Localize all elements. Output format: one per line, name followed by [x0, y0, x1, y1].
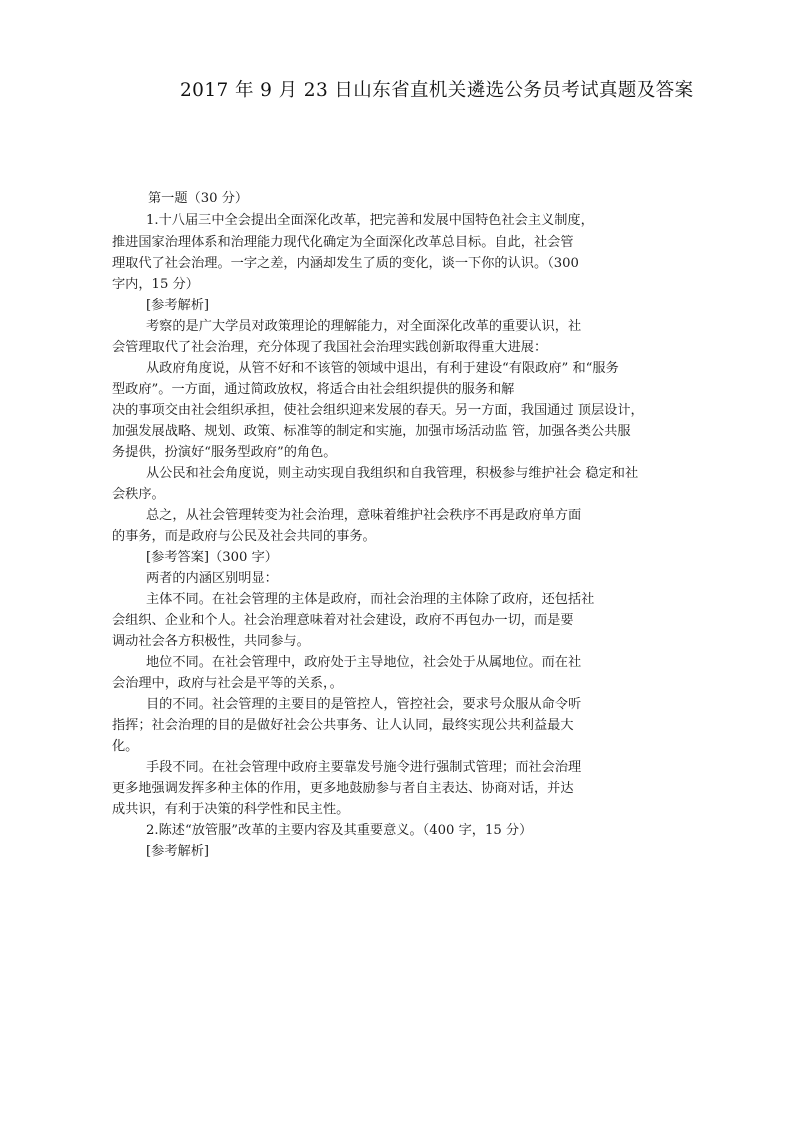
paragraph-line: 更多地强调发挥多种主体的作用，更多地鼓励参与者自主表达、协商对话，并达	[112, 781, 574, 796]
paragraph-line: 考察的是广大学员对政策理论的理解能力，对全面深化改革的重要认识，社	[146, 319, 582, 334]
paragraph-line: 从公民和社会角度说，则主动实现自我组织和自我管理，积极参与维护社会 稳定和社	[146, 466, 639, 481]
paragraph-line: 加强发展战略、规划、政策、标准等的制定和实施，加强市场活动监 管，加强各类公共服	[112, 424, 631, 439]
paragraph-line: 会组织、企业和个人。社会治理意味着对社会建设，政府不再包办一切，而是要	[112, 613, 574, 628]
paragraph-line: 决的事项交由社会组织承担，使社会组织迎来发展的春天。另一方面，我国通过 顶层设计，	[112, 403, 644, 418]
paragraph-line: 会治理中，政府与社会是平等的关系，。	[112, 676, 343, 691]
paragraph-line: 目的不同。社会管理的主要目的是管控人，管控社会，要求号众服从命令听	[146, 697, 582, 712]
document-title: 2017 年 9 月 23 日山东省直机关遴选公务员考试真题及答案	[180, 80, 694, 101]
answer-heading: [参考答案]（300 字）	[146, 550, 278, 565]
paragraph-line: 的事务，而是政府与公民及社会共同的事务。	[112, 529, 376, 544]
paragraph-line: 地位不同。在社会管理中，政府处于主导地位，社会处于从属地位。而在社	[146, 655, 582, 670]
paragraph-line: 手段不同。在社会管理中政府主要靠发号施令进行强制式管理；而社会治理	[146, 760, 582, 775]
question-1-line-1: 1.十八届三中全会提出全面深化改革，把完善和发展中国特色社会主义制度，	[146, 213, 594, 228]
paragraph-line: 指挥；社会治理的目的是做好社会公共事务、让人认同，最终实现公共利益最大	[112, 718, 574, 733]
analysis-heading-1: [参考解析]	[146, 298, 210, 313]
paragraph-line: 总之，从社会管理转变为社会治理，意味着维护社会秩序不再是政府单方面	[146, 508, 582, 523]
paragraph-line: 主体不同。在社会管理的主体是政府，而社会治理的主体除了政府，还包括社	[146, 592, 595, 607]
paragraph-line: 会管理取代了社会治理，充分体现了我国社会治理实践创新取得重大进展：	[112, 340, 548, 355]
question-1-line-2: 推进国家治理体系和治理能力现代化确定为全面深化改革总目标。自此，社会管	[112, 235, 574, 250]
question-1-line-4: 字内，15 分）	[112, 277, 199, 292]
question-2: 2.陈述“放管服”改革的主要内容及其重要意义。（400 字，15 分）	[146, 823, 533, 838]
paragraph-line: 调动社会各方积极性，共同参与。	[112, 634, 310, 649]
paragraph-line: 从政府角度说，从管不好和不该管的领域中退出，有利于建设“有限政府” 和“服务	[146, 361, 619, 376]
question-1-line-3: 理取代了社会治理。一字之差，内涵却发生了质的变化，谈一下你的认识。（300	[112, 256, 579, 271]
section-heading: 第一题（30 分）	[148, 191, 249, 206]
paragraph-line: 型政府”。一方面，通过简政放权，将适合由社会组织提供的服务和解	[112, 382, 515, 397]
paragraph-line: 会秩序。	[112, 487, 165, 502]
analysis-heading-2: [参考解析]	[146, 844, 210, 859]
paragraph-line: 务提供，扮演好“服务型政府”的角色。	[112, 445, 337, 460]
paragraph-line: 两者的内涵区别明显：	[146, 571, 278, 586]
paragraph-line: 化。	[112, 739, 139, 754]
paragraph-line: 成共识，有利于决策的科学性和民主性。	[112, 802, 350, 817]
